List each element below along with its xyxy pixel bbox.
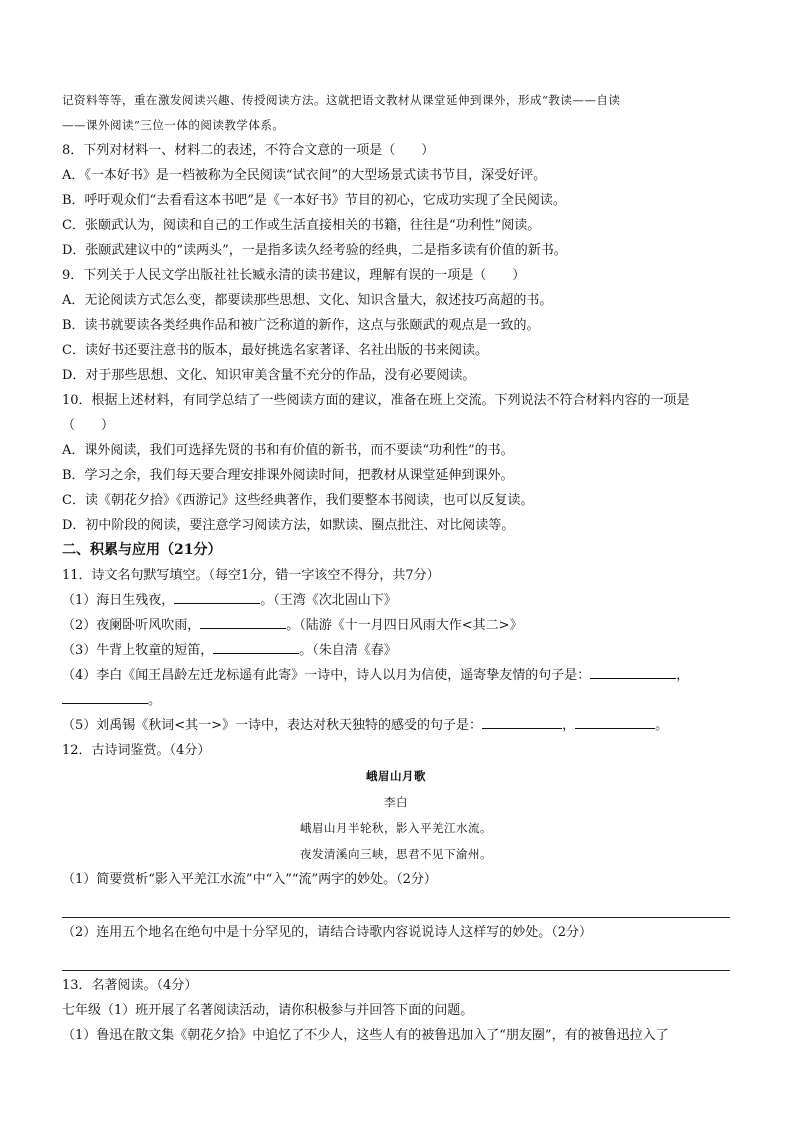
q11-item-3-prefix: （3）牛背上牧童的短笛， — [62, 643, 214, 658]
q8-stem: 8．下列对材料一、材料二的表述，不符合文意的一项是（ ） — [62, 143, 435, 158]
fill-blank[interactable] — [62, 689, 148, 704]
q8-option-b: B．呼吁观众们“去看看这本书吧”是《一本好书》节目的初心，它成功实现了全民阅读。 — [62, 193, 566, 208]
answer-line[interactable] — [62, 945, 730, 971]
q12-sub-1: （1）简要赏析“影入平羌江水流”中“入”“流”两字的妙处。（2分） — [62, 872, 437, 887]
q12-sub-2: （2）连用五个地名在绝句中是十分罕见的，请结合诗歌内容说说诗人这样写的妙处。（2分） — [62, 925, 593, 940]
poem-title: 峨眉山月歌 — [366, 769, 426, 783]
poem-line-2: 夜发清溪向三峡，思君不见下渝州。 — [300, 847, 492, 861]
q13-sub-1: （1）鲁迅在散文集《朝花夕拾》中追忆了不少人，这些人有的被鲁迅加入了“朋友圈”，有的被鲁迅拉入了 — [62, 1028, 669, 1043]
q10-stem: 10．根据上述材料，有同学总结了一些阅读方面的建议，准备在班上交流。下列说法不符合材料内容的一项是 — [62, 393, 690, 408]
q9-option-b: B．读书就要读各类经典作品和被广泛称道的新作，这点与张颐武的观点是一致的。 — [62, 318, 540, 333]
q11-item-5-prefix: （5）刘禹锡《秋词<其一>》一诗中，表达对秋天独特的感受的句子是： — [62, 718, 483, 733]
q11-item-4-prefix: （4）李白《闻王昌龄左迁龙标遥有此寄》一诗中，诗人以月为信使，遥寄挚友情的句子是： — [62, 668, 591, 683]
q10-option-d: D．初中阶段的阅读，要注意学习阅读方法，如默读、圈点批注、对比阅读等。 — [62, 518, 515, 533]
q9-stem: 9．下列关于人民文学出版社社长臧永清的读书建议，理解有误的一项是（ ） — [62, 268, 526, 283]
q11-item-4-continued — [62, 688, 730, 713]
q10-answer-paren: （ ） — [62, 418, 115, 433]
q11-item-3-source: 。（朱自清《春》 — [299, 643, 397, 658]
q12-stem: 12．古诗词鉴赏。（4分） — [62, 743, 211, 758]
intro-line-2: ——课外阅读”三位一体的阅读教学体系。 — [62, 118, 285, 132]
q10-option-c: C．读《朝花夕拾》《西游记》这些经典著作，我们要整本书阅读，也可以反复读。 — [62, 493, 534, 508]
q10-option-a: A．课外阅读，我们可选择先贤的书和有价值的新书，而不要读“功利性”的书。 — [62, 443, 514, 458]
q11-item-3 — [62, 638, 730, 663]
exam-page — [62, 88, 730, 1048]
q11-item-2 — [62, 613, 730, 638]
q11-item-1-prefix: （1）海日生残夜， — [62, 593, 175, 608]
q11-item-4-end: 。 — [148, 693, 162, 708]
q11-item-5-comma: ， — [562, 718, 576, 733]
q9-option-c: C．读好书还要注意书的版本，最好挑选名家著译、名社出版的书来阅读。 — [62, 343, 488, 358]
q11-item-5 — [62, 713, 730, 738]
q9-option-a: A．无论阅读方式怎么变，都要读那些思想、文化、知识含量大，叙述技巧高超的书。 — [62, 293, 553, 308]
fill-blank[interactable] — [174, 589, 260, 604]
fill-blank[interactable] — [590, 664, 676, 679]
q8-option-d: D．张颐武建议中的“读两头”，一是指多读久经考验的经典，二是指多读有价值的新书。 — [62, 243, 567, 258]
fill-blank[interactable] — [213, 639, 299, 654]
fill-blank[interactable] — [200, 614, 286, 629]
q8-option-a: A．《一本好书》是一档被称为全民阅读“试衣间”的大型场景式读书节目，深受好评。 — [62, 168, 547, 183]
q11-item-2-prefix: （2）夜阑卧听风吹雨， — [62, 618, 201, 633]
answer-line[interactable] — [62, 892, 730, 918]
q13-stem: 13．名著阅读。（4分） — [62, 978, 198, 993]
section-2-heading: 二、积累与应用（21分） — [62, 542, 222, 558]
q11-item-1-source: 。（王湾《次北固山下》 — [260, 593, 397, 608]
q11-item-4 — [62, 663, 730, 688]
fill-blank[interactable] — [575, 714, 655, 729]
q10-option-b: B．学习之余，我们每天要合理安排课外阅读时间，把教材从课堂延伸到课外。 — [62, 468, 514, 483]
q11-item-5-end: 。 — [655, 718, 669, 733]
q11-stem: 11．诗文名句默写填空。（每空1分，错一字该空不得分，共7分） — [62, 568, 440, 583]
q11-item-4-comma: ， — [676, 668, 690, 683]
q13-intro: 七年级（1）班开展了名著阅读活动，请你积极参与并回答下面的问题。 — [62, 1003, 474, 1018]
poem-line-1: 峨眉山月半轮秋，影入平羌江水流。 — [300, 821, 492, 835]
q11-item-1 — [62, 588, 730, 613]
fill-blank[interactable] — [482, 714, 562, 729]
q8-option-c: C．张颐武认为，阅读和自己的工作或生活直接相关的书籍，往往是“功利性”阅读。 — [62, 218, 541, 233]
q11-item-2-source: 。（陆游《十一月四日风雨大作<其二>》 — [286, 618, 523, 633]
q9-option-d: D．对于那些思想、文化、知识审美含量不充分的作品，没有必要阅读。 — [62, 368, 476, 383]
poem-author: 李白 — [384, 795, 408, 809]
intro-line-1: 记资料等等，重在激发阅读兴趣、传授阅读方法。这就把语文教材从课堂延伸到课外，形成“教读——自读 — [62, 93, 621, 107]
